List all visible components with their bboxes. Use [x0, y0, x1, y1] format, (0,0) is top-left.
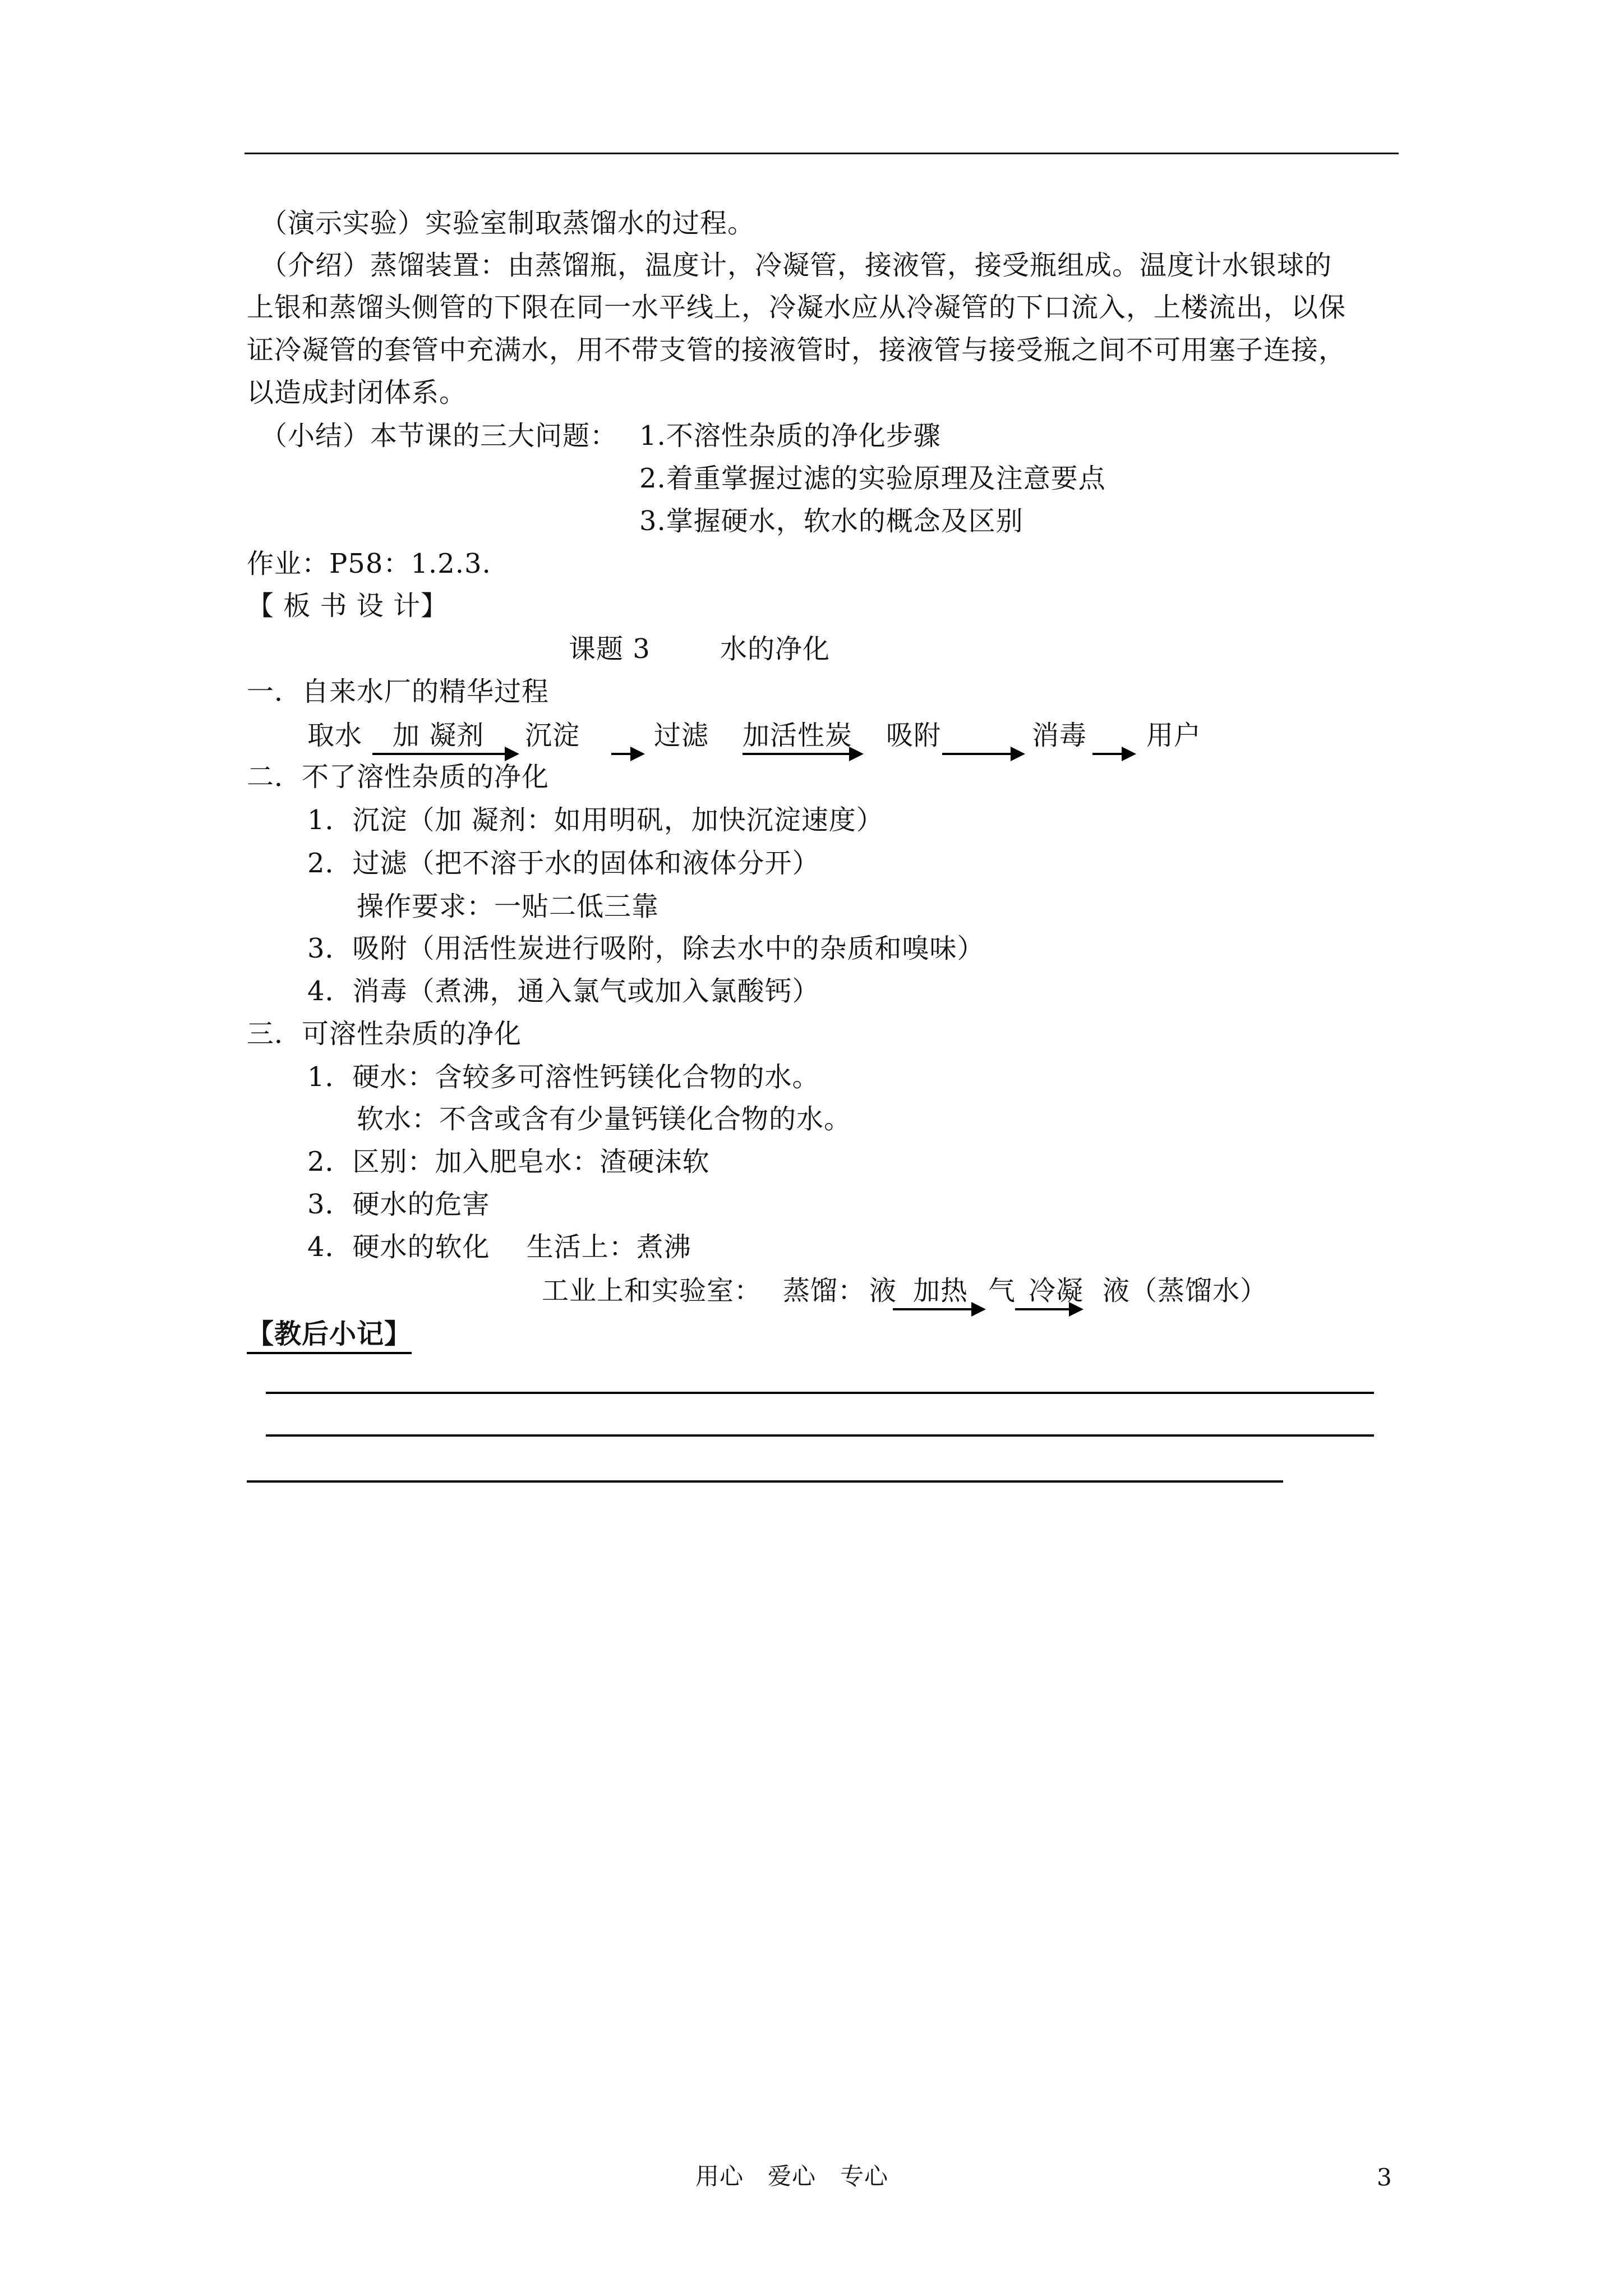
- notes-line-3: [247, 1480, 1283, 1483]
- industry-arrow-1: [893, 1308, 983, 1310]
- flow-step-user: 用户: [1146, 720, 1202, 751]
- notes-line-2: [266, 1434, 1374, 1437]
- header-rule: [245, 153, 1399, 154]
- footer-motto: 用心 爱心 专心: [695, 2162, 889, 2190]
- board-topic: 课题 3: [569, 633, 651, 665]
- flow-arrow-1: [372, 753, 516, 755]
- industry-label: 工业上和实验室：: [542, 1275, 762, 1306]
- flow-step-filter: 过滤: [654, 720, 709, 751]
- summary-item-3: 3.掌握硬水，软水的概念及区别: [639, 505, 1023, 537]
- flow-step-settle: 沉淀: [525, 720, 580, 751]
- industry-liquid-2: 液（蒸馏水）: [1103, 1275, 1268, 1306]
- intro-line-1: （介绍）蒸馏装置：由蒸馏瓶，温度计，冷凝管，接液管，接受瓶组成。温度计水银球的: [260, 250, 1332, 281]
- homework: 作业：P58：1.2.3.: [247, 548, 491, 579]
- section-2-item-3: 3．吸附（用活性炭进行吸附，除去水中的杂质和嗅味）: [307, 933, 985, 964]
- section-3-item-2: 2．区别：加入肥皂水：渣硬沫软: [307, 1146, 710, 1177]
- section-3-item-1-soft: 软水：不含或含有少量钙镁化合物的水。: [357, 1103, 852, 1135]
- industry-liquid-1: 液: [869, 1275, 897, 1306]
- industry-heat: 加热: [913, 1275, 969, 1306]
- flow-arrow-2: [611, 753, 642, 755]
- notes-heading: 【教后小记】: [247, 1317, 412, 1354]
- summary-item-2: 2.着重掌握过滤的实验原理及注意要点: [639, 463, 1106, 494]
- industry-gas: 气: [988, 1275, 1016, 1306]
- flow-agent-coagulant: 加 凝剂: [393, 720, 485, 751]
- section-2-item-4: 4．消毒（煮沸，通入氯气或加入氯酸钙）: [307, 976, 820, 1007]
- section-2-item-2: 2．过滤（把不溶于水的固体和液体分开）: [307, 848, 820, 879]
- notes-line-1: [266, 1392, 1374, 1394]
- board-heading: 【 板 书 设 计】: [247, 590, 449, 622]
- section-2-item-1: 1．沉淀（加 凝剂：如用明矾，加快沉淀速度）: [307, 804, 884, 836]
- section-3-item-3: 3．硬水的危害: [307, 1189, 490, 1220]
- section-1-heading: 一．自来水厂的精华过程: [247, 676, 550, 707]
- section-2-item-2-note: 操作要求：一贴二低三靠: [357, 891, 660, 922]
- intro-line-3: 证冷凝管的套管中充满水，用不带支管的接液管时，接液管与接受瓶之间不可用塞子连接，: [247, 334, 1347, 366]
- demo-line: （演示实验）实验室制取蒸馏水的过程。: [260, 208, 755, 239]
- board-title: 水的净化: [720, 633, 831, 665]
- flow-step-disinfect: 消毒: [1032, 720, 1087, 751]
- summary-item-1: 1.不溶性杂质的净化步骤: [639, 420, 941, 452]
- flow-arrow-5: [1092, 753, 1133, 755]
- flow-arrow-3: [743, 753, 860, 755]
- flow-arrow-4: [942, 753, 1022, 755]
- summary-label: （小结）本节课的三大问题：: [260, 420, 618, 452]
- page-number: 3: [1377, 2164, 1393, 2191]
- section-3-heading: 三．可溶性杂质的净化: [247, 1018, 522, 1050]
- flow-step-intake: 取水: [307, 720, 363, 751]
- industry-method: 蒸馏：: [783, 1275, 866, 1306]
- industry-arrow-2: [1015, 1308, 1080, 1310]
- section-3-item-4: 4．硬水的软化 生活上：煮沸: [307, 1231, 691, 1263]
- flow-step-adsorb: 吸附: [886, 720, 942, 751]
- section-3-item-1: 1．硬水：含较多可溶性钙镁化合物的水。: [307, 1061, 820, 1093]
- industry-condense: 冷凝: [1029, 1275, 1084, 1306]
- intro-line-2: 上银和蒸馏头侧管的下限在同一水平线上，冷凝水应从冷凝管的下口流入，上楼流出，以保: [247, 292, 1347, 323]
- flow-agent-carbon: 加活性炭: [743, 720, 853, 751]
- intro-line-4: 以造成封闭体系。: [247, 377, 467, 408]
- section-2-heading: 二．不了溶性杂质的净化: [247, 761, 550, 793]
